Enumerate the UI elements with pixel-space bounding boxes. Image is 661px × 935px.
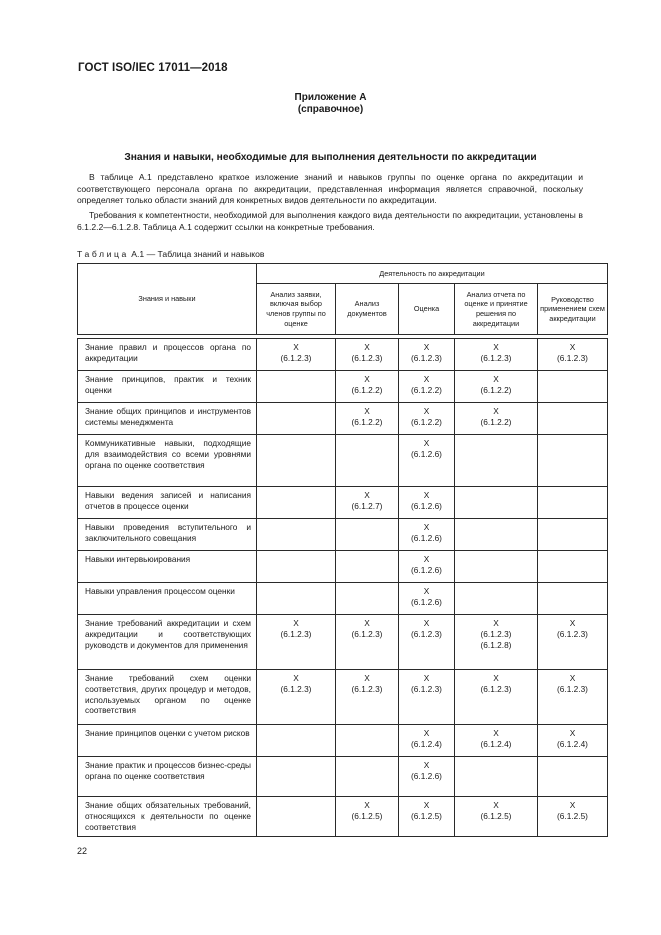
clause-reference: (6.1.2.3) [280,683,312,694]
mark-x: X [493,618,499,628]
activity-mark-cell [399,583,455,615]
mark-x: X [423,342,430,352]
skill-name-cell: Навыки управления процессом оценки [78,583,257,615]
table-row [78,487,608,519]
table-caption-prefix: Таблица [77,249,129,259]
activity-mark-cell [336,487,399,519]
activity-mark-cell [455,487,538,519]
mark-x: X [293,342,299,352]
column-header: Оценка [399,284,455,335]
skill-name-cell: Навыки проведения вступительного и заключительного совещания [78,519,257,551]
table-row [78,551,608,583]
clause-reference: (6.1.2.3) [280,352,312,363]
clause-reference: (6.1.2.2) [351,384,383,395]
activity-mark-cell [538,583,608,615]
activity-mark-cell [257,435,336,487]
table-row [78,757,608,797]
activity-mark-cell [257,725,336,757]
table-row [78,670,608,725]
mark-x: X [423,406,430,416]
activity-mark-cell [399,615,455,670]
clause-reference: (6.1.2.2) [480,416,512,427]
activity-mark-cell [455,583,538,615]
activity-mark-cell [538,615,608,670]
activity-mark-cell [336,551,399,583]
activity-mark-cell [455,371,538,403]
mark-x: X [493,374,499,384]
mark-x: X [423,438,430,448]
group-header-cell: Деятельность по аккредитации [257,264,608,284]
column-header: Руководство применением схем аккредитации [538,284,608,335]
document-id: ГОСТ ISO/IEC 17011—2018 [78,62,228,74]
clause-reference: (6.1.2.2) [411,384,442,395]
activity-mark-cell [257,519,336,551]
activity-mark-cell [455,339,538,371]
mark-x: X [364,800,370,810]
mark-x: X [364,374,370,384]
clause-reference: (6.1.2.4) [557,738,588,749]
activity-mark-cell [336,403,399,435]
activity-mark-cell [336,670,399,725]
activity-mark-cell [336,519,399,551]
table-row [78,583,608,615]
table-caption-text: А.1 — Таблица знаний и навыков [128,249,265,259]
activity-mark-cell [399,487,455,519]
mark-x: X [423,490,430,500]
activity-mark-cell [336,615,399,670]
activity-mark-cell [399,551,455,583]
clause-reference: (6.1.2.6) [411,770,442,781]
activity-mark-cell [336,435,399,487]
clause-reference: (6.1.2.3) [280,628,312,639]
skill-name-cell: Знание правил и процессов органа по аккредитации [78,339,257,371]
knowledge-skills-table [77,263,608,837]
clause-reference: (6.1.2.3) [351,352,383,363]
mark-x: X [423,728,430,738]
clause-reference: (6.1.2.3) [351,683,383,694]
clause-reference: (6.1.2.6) [411,448,442,459]
clause-reference: (6.1.2.2) [480,384,512,395]
activity-mark-cell [257,670,336,725]
mark-x: X [423,586,430,596]
mark-x: X [423,374,430,384]
activity-mark-cell [538,757,608,797]
clause-reference: (6.1.2.6) [411,564,442,575]
clause-reference: (6.1.2.2) [411,416,442,427]
mark-x: X [569,673,576,683]
requirements-paragraph [77,210,583,233]
clause-reference: (6.1.2.3) [480,352,512,363]
activity-mark-cell [538,371,608,403]
clause-reference: (6.1.2.3) [411,628,442,639]
clause-reference: (6.1.2.3) [557,352,588,363]
mark-x: X [364,673,370,683]
clause-reference: (6.1.2.3) [480,628,512,639]
clause-reference: (6.1.2.3) [411,683,442,694]
clause-reference: (6.1.2.3) [557,683,588,694]
skill-name-cell: Знание требований схем оценки соответствия, других процедур и методов, используемых органом по оценке соответствия [78,670,257,725]
mark-x: X [493,342,499,352]
mark-x: X [364,342,370,352]
table-row [78,435,608,487]
clause-reference: (6.1.2.5) [480,810,512,821]
activity-mark-cell [257,583,336,615]
activity-mark-cell [257,339,336,371]
activity-mark-cell [455,670,538,725]
clause-reference: (6.1.2.5) [411,810,442,821]
activity-mark-cell [336,725,399,757]
table-row [78,339,608,371]
activity-mark-cell [336,797,399,837]
clause-reference: (6.1.2.3) [480,683,512,694]
activity-mark-cell [455,757,538,797]
activity-mark-cell [455,797,538,837]
mark-x: X [569,800,576,810]
activity-mark-cell [257,797,336,837]
activity-mark-cell [455,551,538,583]
clause-reference: (6.1.2.3) [557,628,588,639]
mark-x: X [569,618,576,628]
activity-mark-cell [257,403,336,435]
mark-x: X [569,728,576,738]
clause-reference: (6.1.2.4) [411,738,442,749]
activity-mark-cell [538,519,608,551]
activity-mark-cell [538,403,608,435]
activity-mark-cell [399,670,455,725]
table-row [78,371,608,403]
intro-paragraph-text: В таблице А.1 представлено краткое изложение знаний и навыков группы по оценке органа по аккредитации и соответствующего персонала органа по аккредитации, представленная информация является справочной, поскольку определяет только области знаний для конкретных видов деятельности по аккредитации. [77,172,583,206]
mark-x: X [364,406,370,416]
skill-name-cell: Навыки ведения записей и написания отчетов в процессе оценки [78,487,257,519]
table-row [78,725,608,757]
activity-mark-cell [538,551,608,583]
mark-x: X [423,760,430,770]
mark-x: X [423,673,430,683]
mark-x: X [293,673,299,683]
clause-reference: (6.1.2.7) [351,500,383,511]
column-header: Анализ документов [336,284,399,335]
mark-x: X [423,554,430,564]
activity-mark-cell [538,797,608,837]
activity-mark-cell [336,371,399,403]
column-header: Анализ заявки, включая выбор членов группы по оценке [257,284,336,335]
activity-mark-cell [538,670,608,725]
clause-reference: (6.1.2.2) [351,416,383,427]
activity-mark-cell [538,435,608,487]
clause-reference: (6.1.2.6) [411,500,442,511]
skill-name-cell: Знание практик и процессов бизнес-среды органа по оценке соответствия [78,757,257,797]
activity-mark-cell [399,339,455,371]
activity-mark-cell [257,551,336,583]
table-row [78,519,608,551]
activity-mark-cell [336,339,399,371]
activity-mark-cell [455,725,538,757]
mark-x: X [493,406,499,416]
activity-mark-cell [257,757,336,797]
table-row [78,403,608,435]
activity-mark-cell [399,797,455,837]
mark-x: X [364,618,370,628]
skill-name-cell: Навыки интервьюирования [78,551,257,583]
mark-x: X [423,522,430,532]
mark-x: X [423,618,430,628]
activity-mark-cell [455,403,538,435]
skill-name-cell: Знание общих принципов и инструментов системы менеджмента [78,403,257,435]
activity-mark-cell [399,403,455,435]
mark-x: X [493,673,499,683]
skill-name-cell: Знание принципов, практик и техник оценки [78,371,257,403]
activity-mark-cell [455,615,538,670]
activity-mark-cell [455,435,538,487]
table-row [78,797,608,837]
mark-x: X [569,342,576,352]
clause-reference: (6.1.2.5) [351,810,383,821]
activity-mark-cell [257,487,336,519]
skill-name-cell: Коммуникативные навыки, подходящие для взаимодействия со всеми уровнями органа по оценке соответствия [78,435,257,487]
clause-reference: (6.1.2.8) [480,639,512,650]
activity-mark-cell [399,435,455,487]
activity-mark-cell [538,339,608,371]
mark-x: X [493,800,499,810]
activity-mark-cell [399,725,455,757]
activity-mark-cell [257,615,336,670]
activity-mark-cell [455,519,538,551]
activity-mark-cell [538,487,608,519]
requirements-paragraph-text: Требования к компетентности, необходимой для выполнения каждого вида деятельности по аккредитации, установлены в 6.1.2.2—6.1.2.8. Таблица А.1 содержит ссылки на конкретные требования. [77,210,583,232]
skill-name-cell: Знание принципов оценки с учетом рисков [78,725,257,757]
activity-mark-cell [257,371,336,403]
activity-mark-cell [399,519,455,551]
section-title: Знания и навыки, необходимые для выполнения деятельности по аккредитации [124,152,537,163]
mark-x: X [493,728,499,738]
activity-mark-cell [538,725,608,757]
table-row [78,615,608,670]
clause-reference: (6.1.2.6) [411,532,442,543]
activity-mark-cell [336,757,399,797]
clause-reference: (6.1.2.5) [557,810,588,821]
activity-mark-cell [399,757,455,797]
row-header-cell: Знания и навыки [78,264,257,335]
mark-x: X [364,490,370,500]
clause-reference: (6.1.2.6) [411,596,442,607]
skill-name-cell: Знание общих обязательных требований, относящихся к деятельности по оценке соответствия [78,797,257,837]
skill-name-cell: Знание требований аккредитации и схем аккредитации и соответствующих руководств и документов для применения [78,615,257,670]
clause-reference: (6.1.2.4) [480,738,512,749]
mark-x: X [423,800,430,810]
annex-subtitle: (справочное) [297,104,364,115]
activity-mark-cell [399,371,455,403]
annex-title: Приложение А [294,92,367,103]
column-header: Анализ отчета по оценке и принятие решения по аккредитации [455,284,538,335]
mark-x: X [293,618,299,628]
page-number: 22 [77,846,88,856]
clause-reference: (6.1.2.3) [351,628,383,639]
intro-paragraph [77,172,583,207]
activity-mark-cell [336,583,399,615]
table-caption [77,249,265,259]
clause-reference: (6.1.2.3) [411,352,442,363]
